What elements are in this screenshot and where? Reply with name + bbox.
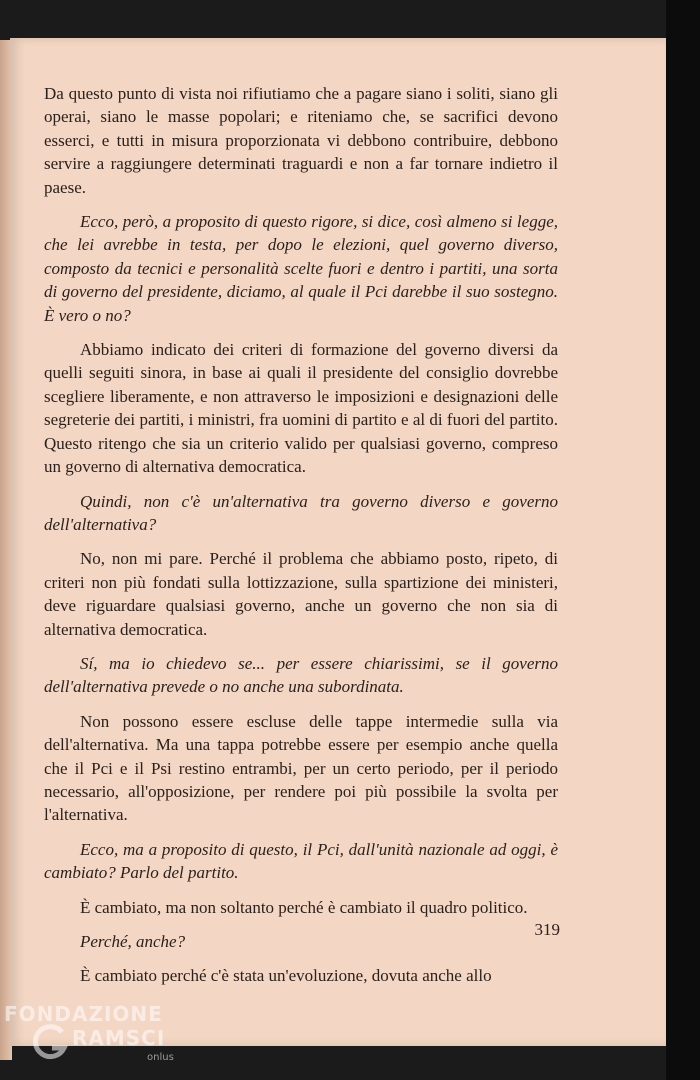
paragraph-question: Sí, ma io chiedevo se... per essere chiarissimi, se il governo dell'alternativa prevede o no anche una subordinata. [44, 653, 558, 697]
page-text [44, 82, 558, 988]
paragraph-answer: Abbiamo indicato dei criteri di formazione del governo diversi da quelli seguiti sinora, in base ai quali il presidente del consiglio dovrebbe scegliere liberamente, e non attraverso le imposizioni e designazioni delle segreterie dei partiti, i ministri, fra uomini di partito e al di fuori del partito. Questo ritengo che sia un criterio valido per qualsiasi governo, compreso un governo di alternativa democratica. [44, 340, 558, 477]
watermark-suffix: onlus [147, 1052, 174, 1063]
paragraph-answer: È cambiato, ma non soltanto perché è cambiato il quadro politico. [80, 897, 528, 917]
paragraph-answer: No, non mi pare. Perché il problema che abbiamo posto, ripeto, di criteri non più fondati sulla lottizzazione, sulla spartizione dei ministeri, deve riguardare qualsiasi governo, anche un governo che non sia di alternativa democratica. [44, 549, 558, 639]
paragraph-question: Ecco, però, a proposito di questo rigore, si dice, così almeno si legge, che lei avrebbe in testa, per dopo le elezioni, quel governo diverso, composto da tecnici e personalità scelte fuori e dentro i partiti, una sorta di governo del presidente, diciamo, al quale il Pci darebbe il suo sostegno. È vero o no? [44, 212, 558, 325]
paragraph-answer: Non possono essere escluse delle tappe intermedie sulla via dell'alternativa. Ma una tappa potrebbe essere per esempio anche quella che il Pci e il Psi restino entrambi, per un certo periodo, per il periodo necessario, all'opposizione, per rendere poi più possibile la svolta per l'alternativa. [44, 711, 558, 825]
watermark-line2: RAMSCI [72, 1026, 166, 1050]
paragraph-question: Perché, anche? [80, 932, 186, 951]
paragraph-question: Ecco, ma a proposito di questo, il Pci, dall'unità nazionale ad oggi, è cambiato? Parlo del partito. [44, 839, 558, 883]
watermark-line1: FONDAZIONE [4, 1002, 163, 1026]
paragraph-question: Quindi, non c'è un'alternativa tra governo diverso e governo dell'alternativa? [44, 491, 558, 534]
watermark-g-logo-icon [30, 1022, 70, 1062]
background-strip [666, 0, 700, 1080]
fondazione-gramsci-watermark [2, 1000, 202, 1074]
paragraph-answer: È cambiato perché c'è stata un'evoluzione, dovuta anche allo [80, 966, 492, 986]
page-number: 319 [534, 920, 560, 939]
paragraph-answer: Da questo punto di vista noi rifiutiamo che a pagare siano i soliti, siano gli operai, siano le masse popolari; e riteniamo che, se sacrifici devono esserci, e tutti in misura proporzionata vi debbono contribuire, debbono servire a raggiungere determinati traguardi e non a far tornare indietro il paese. [44, 84, 558, 197]
